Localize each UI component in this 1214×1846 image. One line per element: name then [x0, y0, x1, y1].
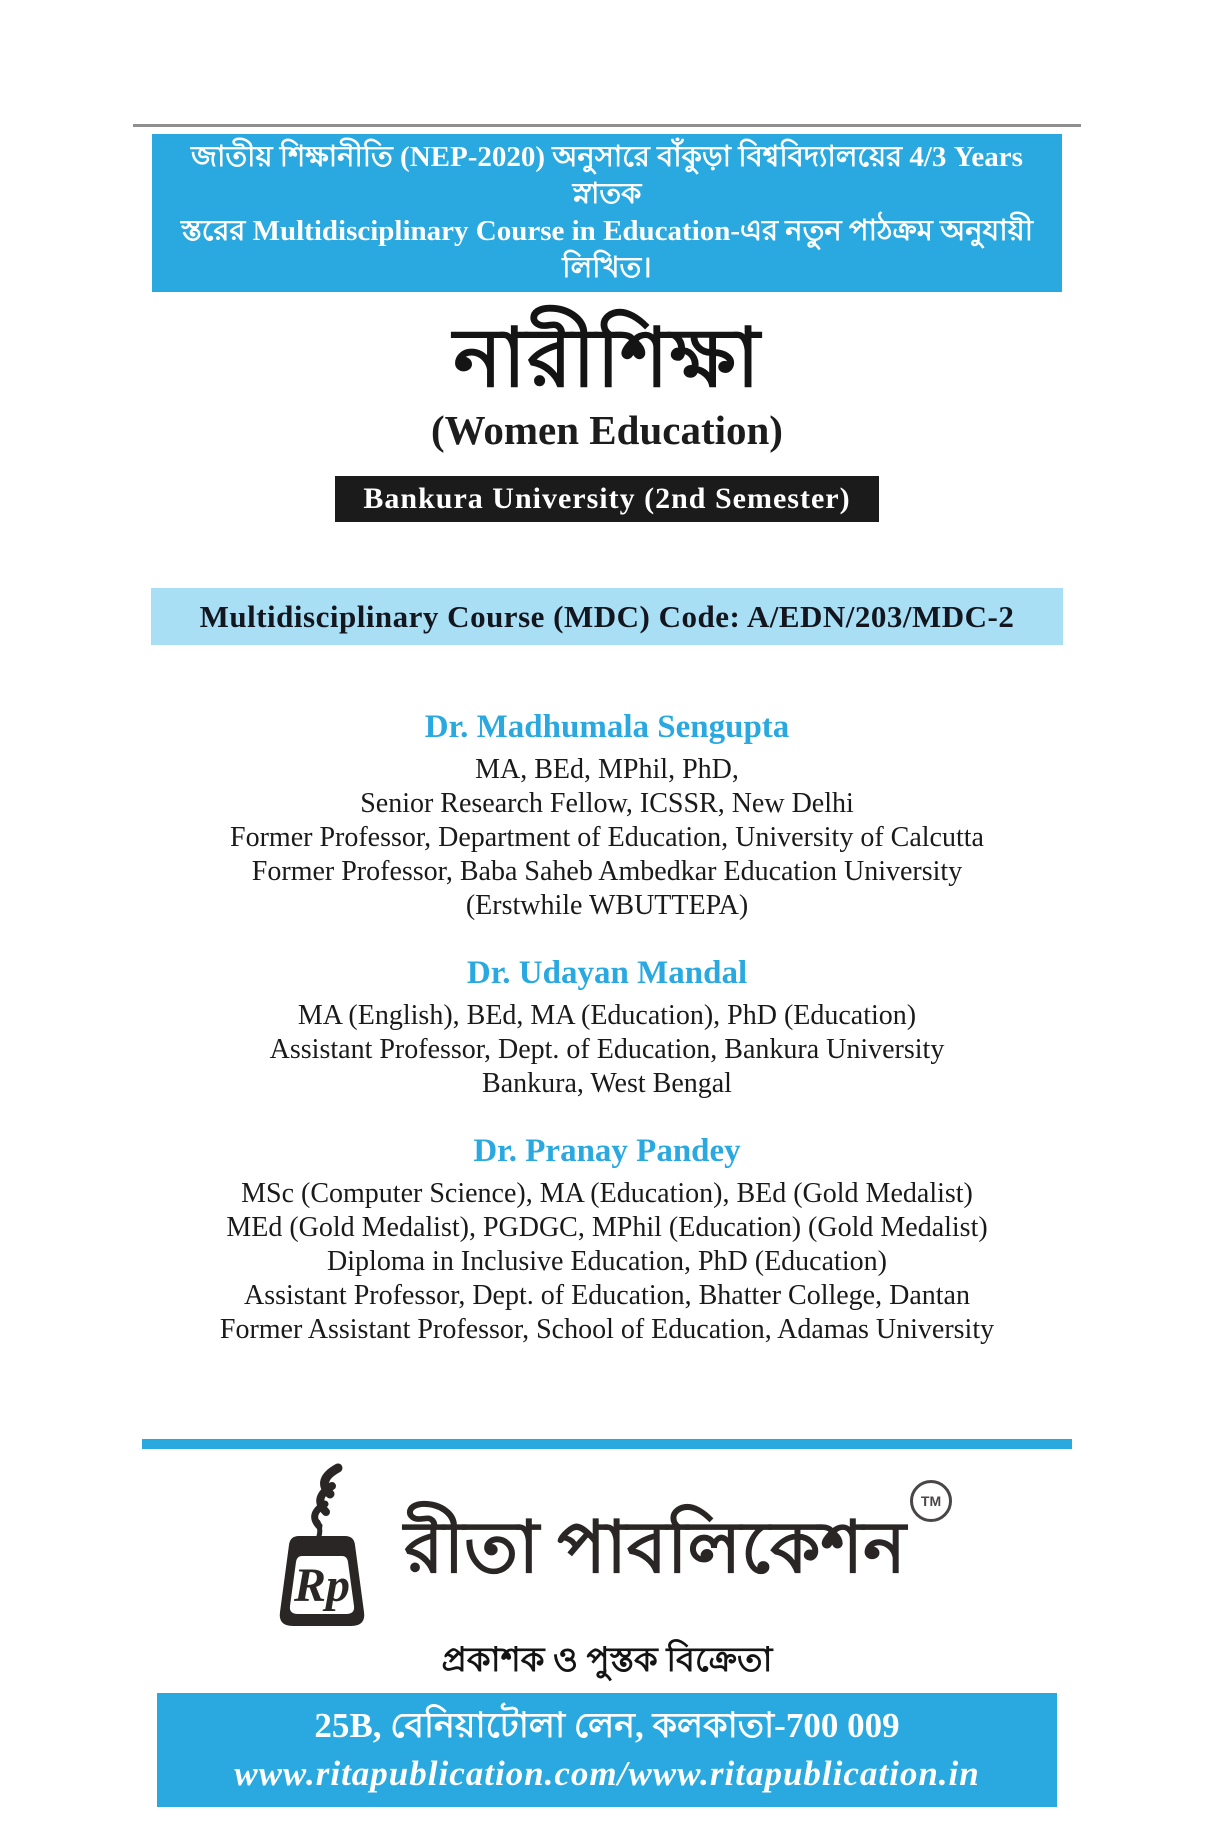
author-name: Dr. Pranay Pandey	[473, 1133, 741, 1169]
author-credential-line: MSc (Computer Science), MA (Education), BEd (Gold Medalist)	[241, 1178, 973, 1209]
notice-line-2: স্তরের Multidisciplinary Course in Education-এর নতুন পাঠক্রম অনুযায়ী লিখিত।	[180, 215, 1034, 284]
publisher-tagline-bengali: প্রকাশক ও পুস্তক বিক্রেতা	[441, 1642, 773, 1679]
nep-notice-banner	[152, 134, 1062, 292]
author-credential-line: Assistant Professor, Dept. of Education, Bhatter College, Dantan	[244, 1280, 970, 1311]
publisher-name-text: রীতা পাবলিকেশন	[403, 1508, 907, 1588]
book-title-bengali: নারীশিক্ষা	[453, 313, 761, 404]
author-credential-line: MEd (Gold Medalist), PGDGC, MPhil (Education) (Gold Medalist)	[226, 1212, 988, 1243]
author-credential-line: Diploma in Inclusive Education, PhD (Education)	[327, 1246, 887, 1277]
author-block-udayan-mandal	[0, 953, 1214, 1101]
book-title-english: (Women Education)	[431, 407, 783, 453]
logo-monogram: Rp	[293, 1559, 350, 1612]
book-title-page	[0, 124, 1214, 1846]
notice-line-1: জাতীয় শিক্ষানীতি (NEP-2020) অনুসারে বাঁকুড়া বিশ্ববিদ্যালয়ের 4/3 Years স্নাতক	[191, 141, 1023, 210]
author-block-madhumala-sengupta	[0, 707, 1214, 923]
publisher-divider-rule	[142, 1439, 1072, 1449]
author-block-pranay-pandey	[0, 1131, 1214, 1347]
publisher-address-bar	[157, 1693, 1057, 1807]
top-hairline-divider	[133, 124, 1081, 127]
publisher-logo-row	[0, 1459, 1214, 1637]
publisher-address: 25B, বেনিয়াটোলা লেন, কলকাতা-700 009	[314, 1706, 900, 1745]
author-credential-line: Former Professor, Department of Education, University of Calcutta	[230, 822, 984, 853]
trademark-badge: TM	[910, 1480, 952, 1522]
author-credential-line: Senior Research Fellow, ICSSR, New Delhi	[360, 788, 854, 819]
publisher-website: www.ritapublication.com/www.ritapublication.in	[234, 1754, 980, 1793]
author-credential-line: Former Assistant Professor, School of Education, Adamas University	[219, 1314, 995, 1345]
author-credential-line: (Erstwhile WBUTTEPA)	[465, 890, 749, 921]
authors-section	[0, 707, 1214, 1347]
author-credential-line: MA (English), BEd, MA (Education), PhD (Education)	[297, 1000, 917, 1031]
author-credential-line: Bankura, West Bengal	[482, 1068, 732, 1099]
publisher-name-bengali	[403, 1493, 948, 1588]
university-semester-bar: Bankura University (2nd Semester)	[335, 476, 878, 522]
ink-pot-flame-icon	[266, 1462, 378, 1634]
author-credential-line: MA, BEd, MPhil, PhD,	[475, 754, 739, 785]
author-name: Dr. Madhumala Sengupta	[424, 709, 790, 745]
author-name: Dr. Udayan Mandal	[466, 955, 748, 991]
university-bar-wrap	[0, 476, 1214, 522]
course-code-bar: Multidisciplinary Course (MDC) Code: A/EDN/203/MDC-2	[151, 588, 1063, 645]
author-credential-line: Assistant Professor, Dept. of Education, Bankura University	[269, 1034, 945, 1065]
author-credential-line: Former Professor, Baba Saheb Ambedkar Education University	[251, 856, 963, 887]
